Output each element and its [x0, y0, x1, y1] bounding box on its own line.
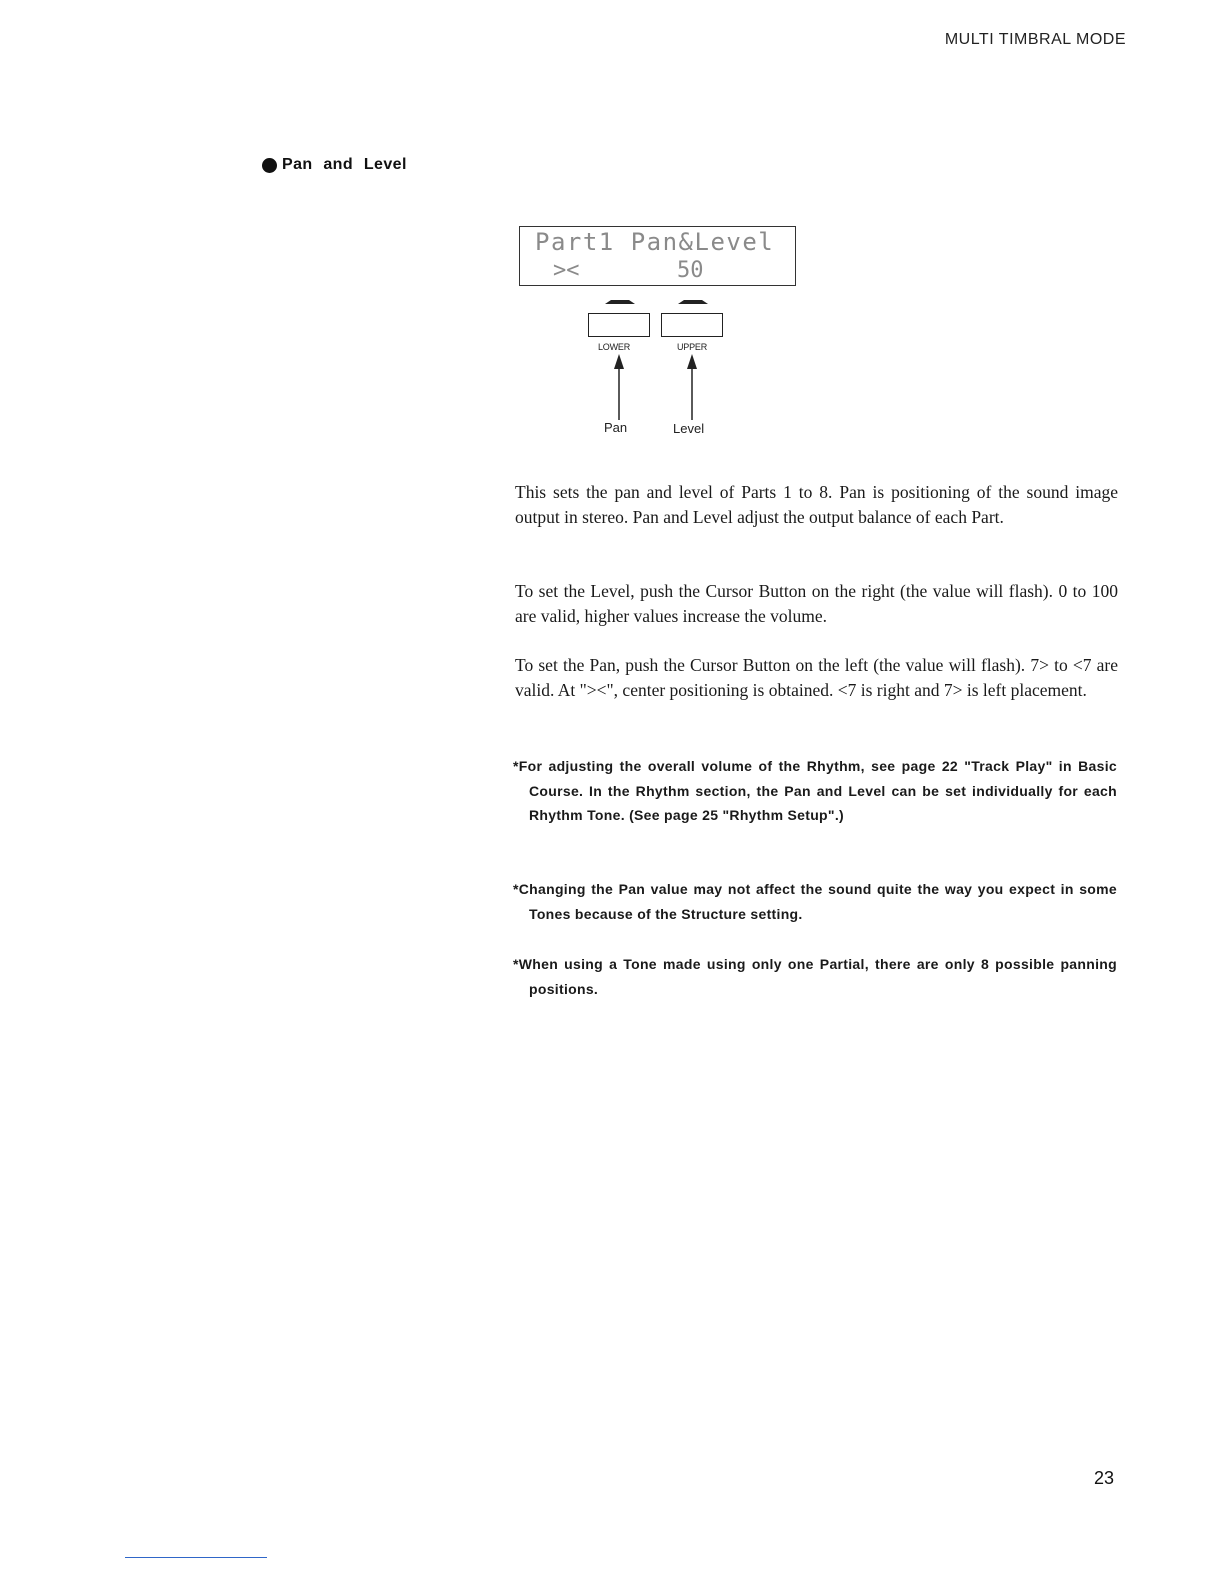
lcd-level-value: 50 — [677, 258, 704, 283]
level-label: Level — [673, 421, 705, 436]
paragraph-intro: This sets the pan and level of Parts 1 to 8. Pan is positioning of the sound image output in stereo. Pan and Level adjust the output balance of each Part. — [515, 482, 1118, 527]
lower-button-label: LOWER — [598, 342, 631, 352]
upper-cursor-button — [661, 313, 723, 337]
upper-button-label: UPPER — [677, 342, 708, 352]
paragraph-pan: To set the Pan, push the Cursor Button on the left (the value will flash). 7> to <7 are valid. At "><", center positioning is obtained. <7 is right and 7> is left placement. — [515, 655, 1118, 700]
cursor-right-marker-icon — [678, 299, 708, 305]
running-header: MULTI TIMBRAL MODE — [944, 31, 1126, 48]
footer-rule — [125, 1557, 267, 1558]
note-pan-structure: *Changing the Pan value may not affect the sound quite the way you expect in some Tones because of the Structure setting. — [513, 881, 1117, 922]
lcd-pan-value: >< — [553, 258, 580, 283]
section-heading-text: Pan and Level — [282, 156, 407, 173]
pan-label: Pan — [604, 420, 628, 435]
section-heading — [262, 156, 407, 174]
cursor-left-marker-icon — [605, 299, 635, 305]
lower-cursor-button — [588, 313, 650, 337]
lcd-line-1: Part1 Pan&Level — [535, 228, 775, 256]
level-arrow-icon — [686, 354, 698, 420]
lcd-display — [519, 226, 796, 286]
page-number: 23 — [1094, 1468, 1115, 1488]
bullet-dot-icon — [262, 158, 277, 173]
paragraph-level: To set the Level, push the Cursor Button on the right (the value will flash). 0 to 100 are valid, higher values increase the volume. — [515, 581, 1118, 626]
pan-arrow-icon — [613, 354, 625, 420]
note-partial-panning: *When using a Tone made using only one Partial, there are only 8 possible panning positions. — [513, 956, 1117, 997]
note-rhythm-volume: *For adjusting the overall volume of the Rhythm, see page 22 "Track Play" in Basic Course. In the Rhythm section, the Pan and Level can be set individually for each Rhythm Tone. (See page 25 "Rhythm Setup".) — [513, 758, 1117, 823]
